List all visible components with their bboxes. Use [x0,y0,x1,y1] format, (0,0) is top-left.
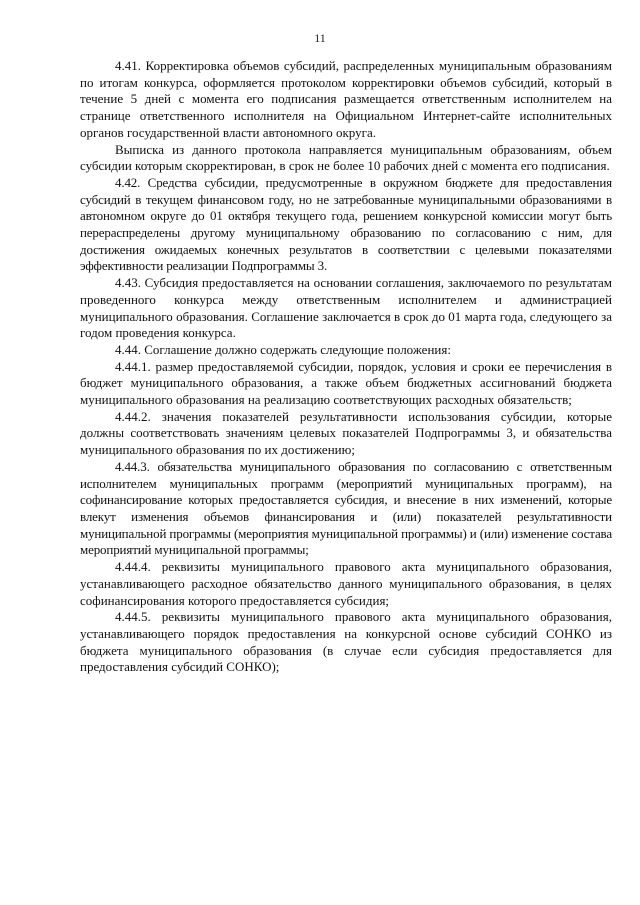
page-number: 11 [314,31,326,45]
paragraph-4-44-4: 4.44.4. реквизиты муниципального правового акта муниципального образования, устанавливающего расходное обязательство данного муниципального образования, в целях софинансирования которого предоставляется субсидия; [80,559,612,608]
paragraph-4-43: 4.43. Субсидия предоставляется на основании соглашения, заключаемого по результатам проведенного конкурса между ответственным исполнителем и администрацией муниципального образования. Соглашение заключается в срок до 01 марта года, следующего за годом проведения конкурса. [80,275,612,341]
document-body [80,58,612,676]
paragraph-4-44-3: 4.44.3. обязательства муниципального образования по согласованию с ответственным исполнителем муниципальных программ (мероприятий муниципальных программ), на софинансирование которых предоставляется субсидия, и внесение в них изменений, которые влекут изменения объемов финансирования и (или) показателей результативности муниципальной программы (мероприятия муниципальной программы) и (или) изменение состава мероприятий муниципальной программы; [80,458,612,558]
paragraph-extract: Выписка из данного протокола направляется муниципальным образованиям, объем субсидии которым скорректирован, в срок не более 10 рабочих дней с момента его подписания. [80,141,612,174]
paragraph-4-44-1: 4.44.1. размер предоставляемой субсидии, порядок, условия и сроки ее перечисления в бюджет муниципального образования, а также объем бюджетных ассигнований бюджета муниципального образования на реализацию соответствующих расходных обязательств; [80,358,612,408]
paragraph-4-44-5: 4.44.5. реквизиты муниципального правового акта муниципального образования, устанавливающего порядок предоставления на конкурсной основе субсидий СОНКО из бюджета муниципального образования (в случае если субсидия предоставляется для предоставления субсидий СОНКО); [80,609,612,675]
paragraph-4-41: 4.41. Корректировка объемов субсидий, распределенных муниципальным образованиям по итогам конкурса, оформляется протоколом корректировки объемов субсидий, который в течение 5 дней с момента его подписания размещается ответственным исполнителем на странице ответственного исполнителя на Официальном Интернет-сайте исполнительных органов государственной власти автономного округа. [80,58,612,140]
paragraph-4-42: 4.42. Средства субсидии, предусмотренные в окружном бюджете для предоставления субсидий в текущем финансовом году, но не затребованные муниципальными образованиями в автономном округе до 01 октября текущего года, решением конкурсной комиссии могут быть перераспределены другому муниципальному образованию по согласованию с ним, для достижения ожидаемых конечных результатов в соответствии с целевыми показателями эффективности реализации Подпрограммы 3. [80,174,612,274]
paragraph-4-44-2: 4.44.2. значения показателей результативности использования субсидии, которые должны соответствовать значениям целевых показателей Подпрограммы 3, и обязательства муниципального образования по их достижению; [80,408,612,458]
paragraph-4-44: 4.44. Соглашение должно содержать следующие положения: [115,341,451,357]
